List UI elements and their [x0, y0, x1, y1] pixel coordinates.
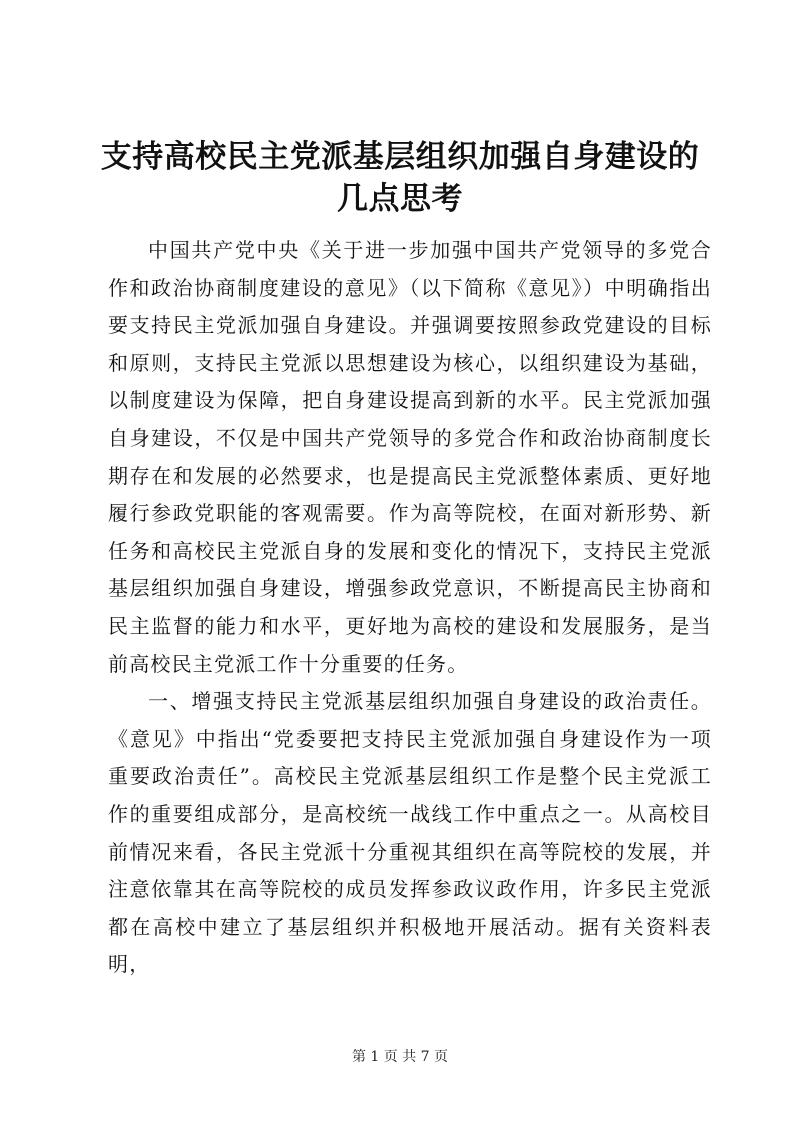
- document-body: [108, 232, 712, 984]
- document-title: 支持高校民主党派基层组织加强自身建设的几点思考: [100, 139, 700, 217]
- paragraph-intro: 中国共产党中央《关于进一步加强中国共产党领导的多党合作和政治协商制度建设的意见》（以下简称《意见》）中明确指出要支持民主党派加强自身建设。并强调要按照参政党建设的目标和原则，支持民主党派以思想建设为核心，以组织建设为基础，以制度建设为保障，把自身建设提高到新的水平。民主党派加强自身建设，不仅是中国共产党领导的多党合作和政治协商制度长期存在和发展的必然要求，也是提高民主党派整体素质、更好地履行参政党职能的客观需要。作为高等院校，在面对新形势、新任务和高校民主党派自身的发展和变化的情况下，支持民主党派基层组织加强自身建设，增强参政党意识，不断提高民主协商和民主监督的能力和水平，更好地为高校的建设和发展服务，是当前高校民主党派工作十分重要的任务。: [108, 238, 712, 676]
- paragraph-section-one: 一、增强支持民主党派基层组织加强自身建设的政治责任。《意见》中指出“党委要把支持民主党派加强自身建设作为一项重要政治责任”。高校民主党派基层组织工作是整个民主党派工作的重要组成部分，是高校统一战线工作中重点之一。从高校目前情况来看，各民主党派十分重视其组织在高等院校的发展，并注意依靠其在高等院校的成员发挥参政议政作用，许多民主党派都在高校中建立了基层组织并积极地开展活动。据有关资料表明，: [108, 689, 712, 977]
- page-footer: 第 1 页 共 7 页: [351, 1049, 449, 1065]
